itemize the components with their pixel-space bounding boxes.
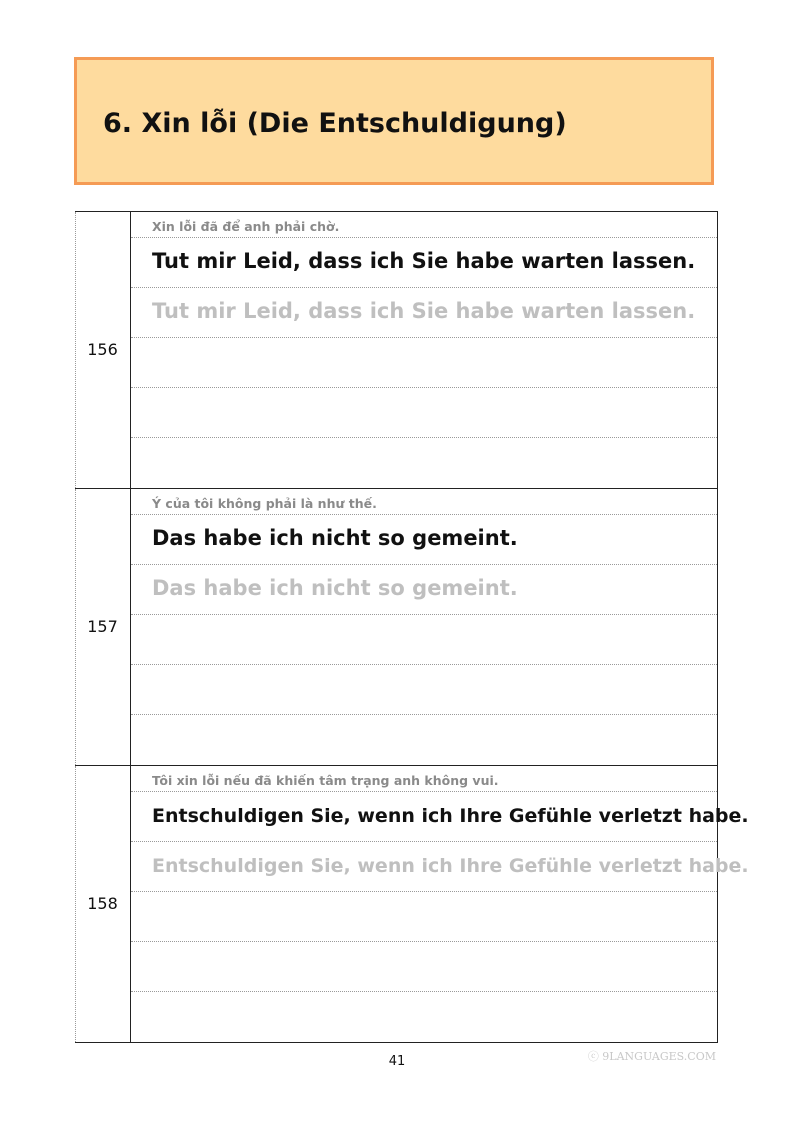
- translation-line: [131, 766, 717, 792]
- vietnamese-translation: Xin lỗi đã để anh phải chờ.: [152, 219, 340, 234]
- copyright-notice: ⓒ 9LANGUAGES.COM: [587, 1050, 716, 1063]
- blank-writing-line: [131, 942, 717, 992]
- entry-number: 158: [87, 894, 118, 913]
- blank-writing-line: [131, 715, 717, 765]
- german-sentence: Tut mir Leid, dass ich Sie habe warten lassen.: [152, 249, 696, 273]
- chapter-header: [74, 57, 714, 185]
- trace-sentence: Tut mir Leid, dass ich Sie habe warten lassen.: [152, 299, 696, 323]
- trace-line: [131, 842, 749, 892]
- blank-writing-line: [131, 992, 717, 1042]
- trace-sentence: Das habe ich nicht so gemeint.: [152, 576, 518, 600]
- chapter-title: 6. Xin lỗi (Die Entschuldigung): [103, 108, 567, 139]
- entry-number: 156: [87, 340, 118, 359]
- practice-table: [75, 211, 749, 1043]
- blank-writing-line: [131, 338, 717, 388]
- entry-number-cell: [75, 489, 131, 765]
- blank-writing-line: [131, 388, 717, 438]
- writing-lines: [131, 766, 749, 1042]
- vietnamese-translation: Ý của tôi không phải là như thế.: [152, 496, 377, 511]
- blank-writing-line: [131, 892, 717, 942]
- blank-writing-line: [131, 615, 717, 665]
- blank-writing-line: [131, 665, 717, 715]
- translation-line: [131, 489, 717, 515]
- trace-line: [131, 565, 717, 615]
- practice-entry: [75, 489, 717, 766]
- entry-number-cell: [75, 766, 131, 1042]
- translation-line: [131, 212, 717, 238]
- trace-line: [131, 288, 717, 338]
- german-sentence: Entschuldigen Sie, wenn ich Ihre Gefühle verletzt habe.: [152, 805, 749, 827]
- german-sentence: Das habe ich nicht so gemeint.: [152, 526, 518, 550]
- vietnamese-translation: Tôi xin lỗi nếu đã khiến tâm trạng anh không vui.: [152, 773, 499, 788]
- trace-sentence: Entschuldigen Sie, wenn ich Ihre Gefühle verletzt habe.: [152, 855, 749, 877]
- blank-writing-line: [131, 438, 717, 488]
- practice-entry: [75, 212, 717, 489]
- entry-number: 157: [87, 617, 118, 636]
- practice-entry: [75, 766, 749, 1043]
- sentence-line: [131, 792, 749, 842]
- sentence-line: [131, 238, 717, 288]
- sentence-line: [131, 515, 717, 565]
- writing-lines: [131, 489, 717, 765]
- page-number: 41: [388, 1054, 406, 1069]
- entry-number-cell: [75, 212, 131, 488]
- writing-lines: [131, 212, 717, 488]
